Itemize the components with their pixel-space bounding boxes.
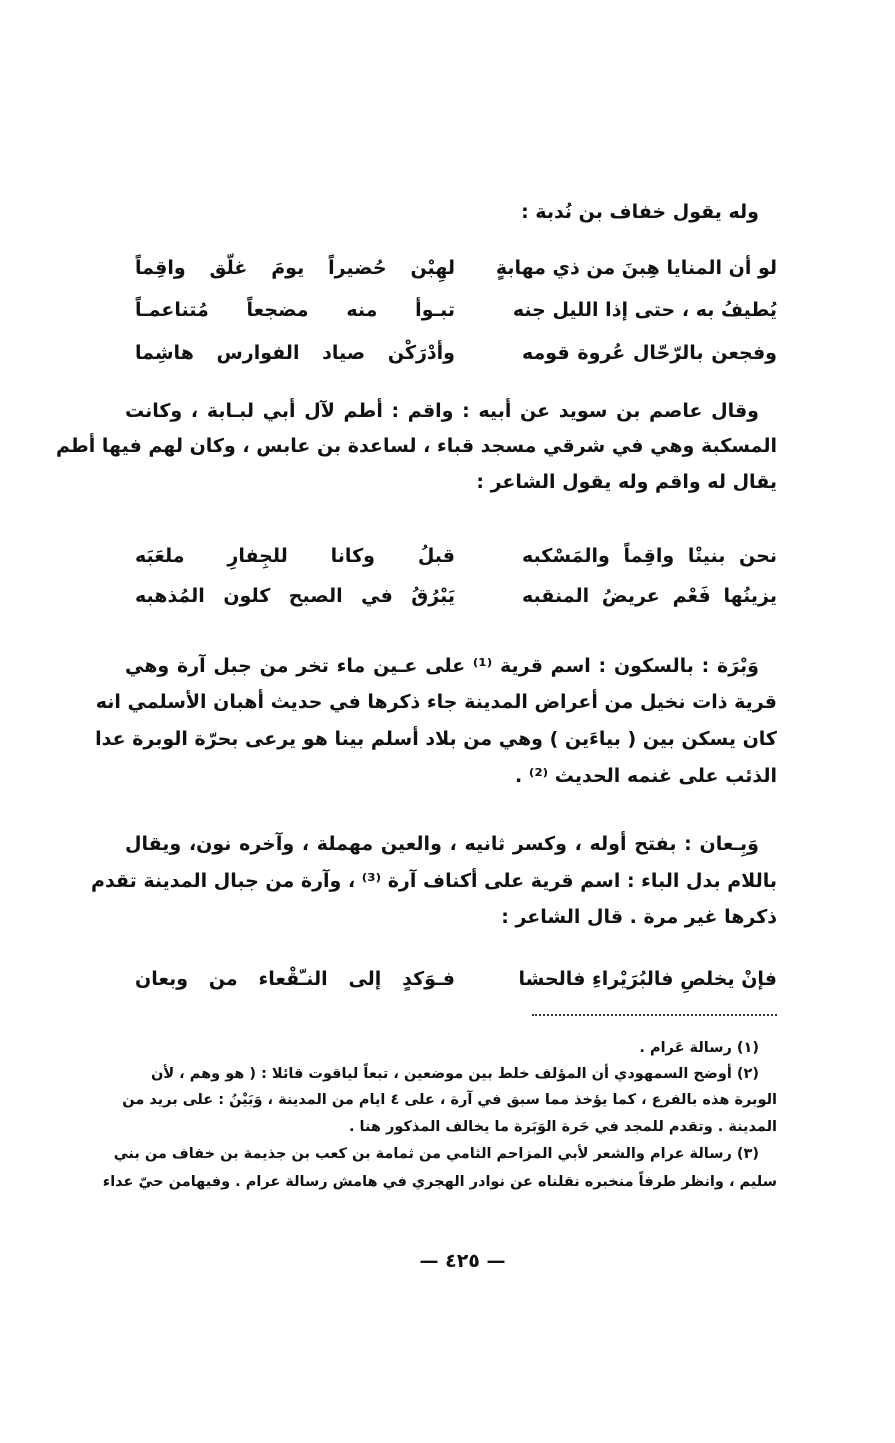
poem-verse [125,582,777,610]
footnote-line: (١) رسالة عَرام . [639,1040,759,1056]
hemistich-first: لو أن المنايا هِبنَ من ذي مهابةٍ [495,257,777,279]
hemistich-second: فـوَكدٍ إلى النـّقْعاء من وبعان [135,968,455,990]
poem-verse [125,965,777,993]
paragraph-line: المسكبة وهي في شرقي مسجد قباء ، لساعدة بن عابس ، وكان لهم فيها أطم [55,435,777,457]
paragraph-line: وقال عاصم بن سويد عن أبيه : واقم : أطم لآل أبي لبـابة ، وكانت [125,400,759,422]
paragraph-line: ذكرها غير مرة . قال الشاعر : [501,906,777,928]
intro-line: وله يقول خفاف بن نُدبة : [521,201,759,223]
footnote-line: الوبرة هذه بالفرع ، كما يؤخذ مما سبق في آرة ، على ٤ ايام من المدينة ، وَبَيْنُ : على بريد من [122,1092,777,1108]
hemistich-first: يزينُها فَعْم عريضُ المنقبه [522,585,777,607]
hemistich-second: يَبْرُقُ في الصبح كلون المُذهبه [135,585,455,607]
hemistich-second: وأدْرَكْن صياد الفوارس هاشِما [135,342,455,364]
hemistich-first: وفجعن بالرّحّال عُروة قومه [522,342,777,364]
hemistich-first: نحن بنينْا واقِماً والمَسْكبه [522,545,777,567]
paragraph-line: وَبِـعان : بفتح أوله ، وكسر ثانيه ، والعين مهملة ، وآخره نون، ويقال [125,833,759,855]
paragraph-line: يقال له واقم وله يقول الشاعر : [476,471,777,493]
poem-verse [125,542,777,570]
footnote-line: المدينة . وتقدم للمجد في حَرة الوَبَرة ما يخالف المذكور هنا . [348,1119,777,1135]
paragraph-line: باللام بدل الباء : اسم قرية على أكناف آرة ⁽³⁾ ، وآرة من جبال المدينة تقدم [91,870,777,892]
page-number: — ٤٢٥ — [419,1250,506,1272]
hemistich-second: لهِبْن حُضيراً يومَ غلّق واقِماً [135,257,455,279]
poem-verse [125,254,777,282]
footnote-line: سليم ، وانظر طرفاً منخبره نقلناه عن نوادر الهجري في هامش رسالة عرام . وفيهامن حيّ عداء [102,1174,777,1190]
footnote-line: (٣) رسالة عرام والشعر لأبي المزاحم الثامي من ثمامة بن كعب بن جذيمة بن خفاف من بني [113,1146,759,1162]
poem-verse [125,339,777,367]
hemistich-second: تبـوأ منه مضجعاً مُتناعمـاً [135,299,455,321]
hemistich-first: فإنْ يخلصِ فالبُرَيْراءِ فالحشا [518,968,777,990]
footnote-separator [532,1014,777,1016]
hemistich-second: قبلُ وكانا للجِفارِ ملعَبَه [135,545,455,567]
poem-verse [125,296,777,324]
paragraph-line: وَبْرَة : بالسكون : اسم قرية ⁽¹⁾ على عـين ماء تخر من جبل آرة وهي [125,655,759,677]
paragraph-line: كان يسكن بين ( بياءَين ) وهي من بلاد أسلم بينا هو يرعى بحرّة الوبرة عدا [95,728,777,750]
hemistich-first: يُطيفُ به ، حتى إذا الليل جنه [512,299,777,321]
paragraph-line: قرية ذات نخيل من أعراض المدينة جاء ذكرها في حديث أهبان الأسلمي انه [95,691,777,713]
footnote-line: (٢) أوضح السمهودي أن المؤلف خلط بين موضعين ، تبعاً لياقوت قائلا : ( هو وهم ، لأن [150,1066,759,1082]
paragraph-line: الذئب على غنمه الحديث ⁽²⁾ . [515,765,777,787]
